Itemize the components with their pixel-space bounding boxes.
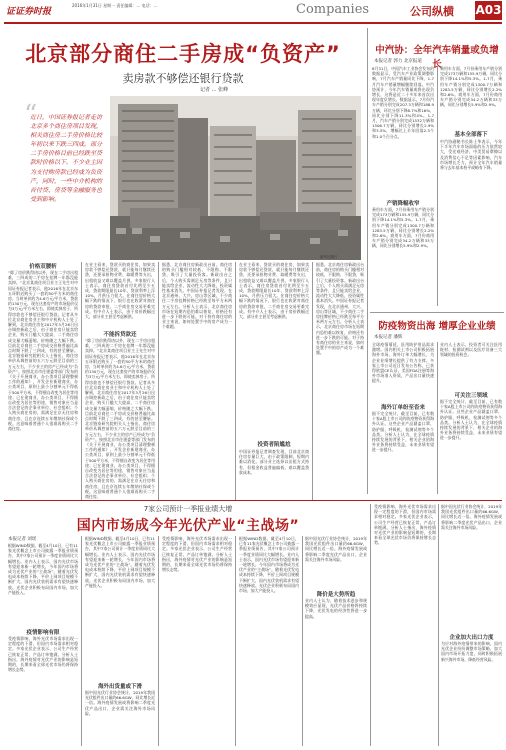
- lead-body-col-4: 在业主看来，贷款买的商住房，如果卖房款不够偿还贷款，就只能每月继续还贷，还要承担物业费、取暖费等支出，出租收益又难以覆盖月供。多家银行人士表示，商住房贷款首付比例至少五成，贷款期限最长10年，贷款利率上浮10%，月供压力很大。在商住房价格大幅下跌的情况下，银行也在收紧对商住房的贷款审批，二手商住房交易更难完成。有中介人士表示，由于房价跌幅过大，部分业主甚至考虑断供。: [239, 262, 309, 320]
- right-mid-body-col-1: 全球疫情蔓延，医用防护用品需求激增。国内相关上市公司积极拓展海外市场，海外订单大幅增长，为企业业绩增长提供了有力支撑。多家上市公司近日发布公告称，已获得欧盟CE认证、美国FDA注册等海外市场准入资质，产品出口量快速提升。: [372, 342, 434, 384]
- photo-caption: 新华社图片: [320, 255, 338, 259]
- bottom-body-col-7a: 据中国光伏行业协会统计，2019年我国光伏组件出口量约66.6GW，同比增长近一倍。海外疫情发展或将影响二季度光伏产品出口，企业需关注海外市场风险。: [441, 504, 502, 530]
- quote-mark-icon: “: [24, 100, 38, 130]
- column-divider: [437, 66, 438, 306]
- right-top-section-head-2: 基本全部落下: [454, 132, 488, 138]
- bottom-body-col-3: 受疫情影响，海外光伏市场需求出现一定程度的下滑，但国内市场需求相对稳定。多家光伏企业表示，公司生产经营已恢复正常，产品订单饱满。分析人士指出，海外疫情对光伏产业的影响是短期的，长期来看全球光伏市场仍将保持增长态势。: [162, 536, 232, 573]
- date-line: 2016年1月31日 星期一 责任编辑：… 电话：…: [72, 3, 158, 8]
- lead-subheadline: 卖房款不够偿还银行贷款: [122, 72, 244, 85]
- lead-section-head-1: 价格双腰斩: [29, 264, 57, 270]
- column-divider: [437, 342, 438, 494]
- bottom-section-head-1: 疫情影响有限: [26, 630, 60, 636]
- lead-body-col-2b: “除了房价跌得凶以外，现在二手房出租难，三四成的二手房在挂牌一年都没能卖掉。”北京某商住项目业主王先生对中国证券报记者表示，他2016年在北京东五环附近购买了一套约50平方米的商住房，当时单价约为4.6万元/平方米，贷款约130万元，现在这套房产的市场报价仅为3万元/平方米左右，即使卖掉房子，所得房款也不够偿还银行贷款。记者从多位北京商住房业主和中介机构人士处了解到，北京商住房在2017年3月26日出台调控新政之后，由于商住房只能卖给企业，购买门槛大大提高，二手商住房成交量大幅萎缩，价格随之大幅下跌。目前北京商住二手房成交价格普遍比高点时期下跌了三四成，有的甚至腰斩。北京链家研究院相关人士指出，商住房单价从调控前的五六万元跌至目前的三万元左右，不少业主的房产已经成为“负资产”。按照北京市住建委等部门发布的《关于开展商业、办公类项目清理整顿工作的通知》，开发企业新建商业、办公类项目，原则上最小分割单元不得低于500平方米，不得擅自改变为居住等用途；已在建商业、办公类项目，不得擅自改变为居住等用途，销售对象应当是合法登记的企事业单位、社会组织；个人购买商住房的，需满足在京无住房和商住房，且在京连续五年缴纳社保或个税。这意味着普通个人很难再购买二手商住房。: [85, 338, 155, 500]
- masthead: [0, 0, 506, 24]
- bottom-section-head-3: 降价是大势所趋: [316, 592, 356, 598]
- bottom-body-col-6: 受疫情影响，海外光伏市场需求出现一定程度的下滑，但国内市场需求相对稳定。多家光伏企业表示，公司生产经营已恢复正常，产品订单饱满。分析人士指出，海外疫情对光伏产业的影响是短期的，长期来看全球光伏市场仍将保持增长态势。: [374, 504, 436, 546]
- right-top-body-col-2a: 乘用车方面，7月份乘用车产销分别完成173万辆和155.9万辆，同比分别下降14.1%和5.3%。1-7月，乘用车产销分别完成1300.7万辆和1283.5万辆，同比分别增长2.2%和2.6%。商用车方面，7月份商用车产销分别完成34.2万辆和33万辆，同比分别增长5.9%和2.9%。: [440, 66, 502, 108]
- masthead-rule: [4, 22, 502, 24]
- bottom-body-col-1: 根据WIND数据，截至4月10日，已有11家光伏概念上市公司披露一季报业绩预告，其中7家公司预计一季度业绩同比大幅增长。业内人士表示，国内光伏市场有望迎来新一轮增长，今年国内市场将成为光伏产业的“主战场”。随着光伏发电成本持续下降，平价上网项目规模不断扩大，国内光伏装机需求有望快速释放。光伏企业积极布局国内市场，加大产能投入。: [8, 543, 78, 595]
- bottom-byline: 本报记者 刘瑶: [8, 537, 37, 542]
- section-name-cn: 公司纵横: [410, 5, 454, 18]
- bottom-body-col-2b: 据中国光伏行业协会统计，2019年我国光伏组件出口量约66.6GW，同比增长近一倍。海外疫情发展或将影响二季度光伏产品出口，企业需关注海外市场风险。: [85, 690, 155, 716]
- column-divider: [235, 536, 236, 746]
- right-mid-section-head-1: 海外订单纷至沓来: [380, 405, 425, 411]
- bottom-body-col-7b: 为应对海外疫情带来的影响，国内光伏企业纷纷调整市场策略，加大国内市场开拓力度，同时积极拓展新兴海外市场，降低经营风险。: [441, 641, 502, 662]
- column-divider: [235, 262, 236, 500]
- right-mid-body-col-2b: 据不完全统计，截至目前，已有数十家A股上市公司的防疫物资获得海外认证。这些企业产品涵盖口罩、防护服、呼吸机、检测试剂等多个品类。分析人士认为，在全球疫情持续发展的背景下，相关企业的海外业务将持续受益，未来业绩有望进一步提升。: [440, 399, 502, 441]
- column-divider: [312, 262, 313, 500]
- lead-photo: [110, 96, 361, 260]
- column-divider: [438, 504, 439, 746]
- column-divider: [302, 536, 303, 746]
- right-column-divider: [367, 28, 368, 494]
- column-divider: [370, 504, 371, 746]
- bottom-section-head-4: 企业加大出口力度: [449, 635, 494, 641]
- paper-name: 证证券时报: [6, 7, 52, 17]
- right-top-body-col-2b: 中汽协副秘书长陈士华表示，今年下半年汽车市场面临的压力依然较大，受宏观经济、中美贸易摩擦以及消费信心不足等因素影响，汽车市场增长乏力。预计全年汽车销量将与去年基本持平或略有下降。: [440, 139, 502, 171]
- lead-body-col-2a: 在业主看来，贷款买的商住房，如果卖房款不够偿还贷款，就只能每月继续还贷，还要承担物业费、取暖费等支出，出租收益又难以覆盖月供。多家银行人士表示，商住房贷款首付比例至少五成，贷款期限最长10年，贷款利率上浮10%，月供压力很大。在商住房价格大幅下跌的情况下，银行也在收紧对商住房的贷款审批，二手商住房交易更难完成。有中介人士表示，由于房价跌幅过大，部分业主甚至考虑断供。: [85, 262, 155, 320]
- right-mid-body-col-2a: 业内人士表示，投资者可关注医用耗材、检测试剂以及医疗设备三大领域的投资机会。: [440, 342, 502, 358]
- lead-headline: 北京部分商住二手房成“负资产”: [25, 42, 341, 66]
- lead-body-col-4b: 中国证券报记者调查发现，目前北京商住房存量巨大，由于政策限制，短期内难以消化。部分业主选择以出租方式持有，但租金收益普遍偏低，难以覆盖贷款成本。: [239, 449, 309, 475]
- bottom-headline: 国内市场成今年光伏产业“主战场”: [76, 518, 300, 534]
- column-divider: [158, 262, 159, 500]
- column-divider: [81, 536, 82, 746]
- right-mid-headline: 防疫物资出海 增厚企业业绩: [378, 321, 496, 332]
- bottom-body-col-1b: 受疫情影响，海外光伏市场需求出现一定程度的下滑，但国内市场需求相对稳定。多家光伏企业表示，公司生产经营已恢复正常，产品订单饱满。分析人士指出，海外疫情对光伏产业的影响是短期的，长期来看全球光伏市场仍将保持增长态势。: [8, 636, 78, 673]
- right-top-section-head-1: 产销降幅收窄: [386, 201, 420, 207]
- right-top-body-col-1b: 乘用车方面，7月份乘用车产销分别完成173万辆和155.9万辆，同比分别下降14.1%和5.3%。1-7月，乘用车产销分别完成1300.7万辆和1283.5万辆，同比分别增长2.2%和2.6%。商用车方面，7月份商用车产销分别完成34.2万辆和33万辆，同比分别增长5.9%和2.9%。: [372, 207, 434, 249]
- bottom-article-separator: [4, 500, 502, 501]
- lead-section-head-4: 投资者陷尴尬: [257, 442, 291, 448]
- lead-body-col-5: 据悉，北京商住房新政出台前，商住房的购买门槛相对较低，不限购、不限贷，吸引了大量投资客。新政出台之后，个人购买需满足无房等条件，且只能卖给企业，流动性大大降低，投资属性基本消失。中国证券报记者发现，在北京通州、大兴、房山等区域，不少商住二手房挂牌价格已经跌至每平方米两万元左右。分析人士表示，北京商住房市场在短期内恐怕难以恢复，价格还有进一步下跌的可能。对于持有商住房的业主来说，如何处置手中的房产成为一个难题。: [316, 262, 364, 356]
- bottom-body-col-2: 根据WIND数据，截至4月10日，已有11家光伏概念上市公司披露一季报业绩预告，其中7家公司预计一季度业绩同比大幅增长。业内人士表示，国内光伏市场有望迎来新一轮增长，今年国内市场将成为光伏产业的“主战场”。随着光伏发电成本持续下降，平价上网项目规模不断扩大，国内光伏装机需求有望快速释放。光伏企业积极布局国内市场，加大产能投入。: [85, 536, 155, 588]
- building-photo-illustration: [110, 96, 361, 260]
- bottom-body-col-4: 根据WIND数据，截至4月10日，已有11家光伏概念上市公司披露一季报业绩预告，其中7家公司预计一季度业绩同比大幅增长。业内人士表示，国内光伏市场有望迎来新一轮增长，今年国内市场将成为光伏产业的“主战场”。随着光伏发电成本持续下降，平价上网项目规模不断扩大，国内光伏装机需求有望快速释放。光伏企业积极布局国内市场，加大产能投入。: [239, 536, 299, 594]
- lead-body-col-1: “除了房价跌得凶以外，现在二手房出租难，三四成的二手房在挂牌一年都没能卖掉。”北京某商住项目业主王先生对中国证券报记者表示，他2016年在北京东五环附近购买了一套约50平方米的商住房，当时单价约为4.6万元/平方米，贷款约130万元，现在这套房产的市场报价仅为3万元/平方米左右，即使卖掉房子，所得房款也不够偿还银行贷款。记者从多位北京商住房业主和中介机构人士处了解到，北京商住房在2017年3月26日出台调控新政之后，由于商住房只能卖给企业，购买门槛大大提高，二手商住房成交量大幅萎缩，价格随之大幅下跌。目前北京商住二手房成交价格普遍比高点时期下跌了三四成，有的甚至腰斩。北京链家研究院相关人士指出，商住房单价从调控前的五六万元跌至目前的三万元左右，不少业主的房产已经成为“负资产”。按照北京市住建委等部门发布的《关于开展商业、办公类项目清理整顿工作的通知》，开发企业新建商业、办公类项目，原则上最小分割单元不得低于500平方米，不得擅自改变为居住等用途；已在建商业、办公类项目，不得擅自改变为居住等用途，销售对象应当是合法登记的企事业单位、社会组织；个人购买商住房的，需满足在京无住房和商住房，且在京连续五年缴纳社保或个税。这意味着普通个人很难再购买二手商住房。: [8, 270, 78, 432]
- pull-quote: 近日，中国证券报记者走访北京多个商住房项目发现，相关商住房二手房价格比较年初以来下跌三四成。部分二手房价格目前已经跌至贷款时价格以下。不少业主因为支付购房款已经成为负资产，同时，一些中介机构的首付贷、房贷等金融服务也受到影响。: [30, 114, 103, 203]
- right-top-body-col-1: 8月31日，中国汽车工业协会发布的数据显示，受汽车产业政策调整影响，7月汽车产销量同比下降，1-7月汽车产销量增幅继续回落。中汽协预计，今年汽车销量或将出现负增长，这将是近二十多年来首次出现年度负增长。数据显示，7月份汽车产销分别完成207.3万辆和188.9万辆，环比分别下降8.7%和16%，同比分别下降11.3%和4%。1-7月，汽车产销分别完成1532万辆和1506.7万辆，同比分别增长2.9%和3.5%，增幅比上半年回落2.3个和1.0个百分点。: [372, 66, 434, 139]
- column-divider: [158, 536, 159, 746]
- section-name-en: Companies: [296, 2, 370, 17]
- bottom-kicker: 7家公司预计一季报业绩大增: [143, 505, 233, 513]
- lead-section-head-2: 不能拆贷款还: [103, 332, 137, 338]
- lead-body-col-3: 据悉，北京商住房新政出台前，商住房的购买门槛相对较低，不限购、不限贷，吸引了大量投资客。新政出台之后，个人购买需满足无房等条件，且只能卖给企业，流动性大大降低，投资属性基本消失。中国证券报记者发现，在北京通州、大兴、房山等区域，不少商住二手房挂牌价格已经跌至每平方米两万元左右。分析人士表示，北京商住房市场在短期内恐怕难以恢复，价格还有进一步下跌的可能。对于持有商住房的业主来说，如何处置手中的房产成为一个难题。: [162, 262, 232, 330]
- right-mid-section-head-2: 可关注三领域: [454, 393, 488, 399]
- right-mid-byline: 本报记者 潘辉: [374, 335, 403, 340]
- lead-byline: 记者 … 张峰: [200, 87, 229, 93]
- right-mid-body-col-1b: 据不完全统计，截至目前，已有数十家A股上市公司的防疫物资获得海外认证。这些企业产品涵盖口罩、防护服、呼吸机、检测试剂等多个品类。分析人士认为，在全球疫情持续发展的背景下，相关企业的海外业务将持续受益，未来业绩有望进一步提升。: [372, 411, 434, 453]
- page-number: A03: [475, 1, 502, 20]
- bottom-body-col-5b: 业内人士认为，随着技术进步和规模效应显现，光伏产品价格将持续下降，光伏发电的经济性将进一步提高。: [305, 598, 367, 619]
- bottom-section-head-2: 海外出货量或下滑: [97, 684, 142, 690]
- right-top-byline: 本报记者 郭力 北京报道: [374, 59, 422, 64]
- right-top-headline: 中汽协：全年汽车销量或负增长: [375, 45, 499, 70]
- right-article-separator: [370, 312, 504, 313]
- bottom-body-col-5a: 据中国光伏行业协会统计，2019年我国光伏组件出口量约66.6GW，同比增长近一倍。海外疫情发展或将影响二季度光伏产品出口，企业需关注海外市场风险。: [305, 536, 367, 562]
- column-divider: [81, 262, 82, 500]
